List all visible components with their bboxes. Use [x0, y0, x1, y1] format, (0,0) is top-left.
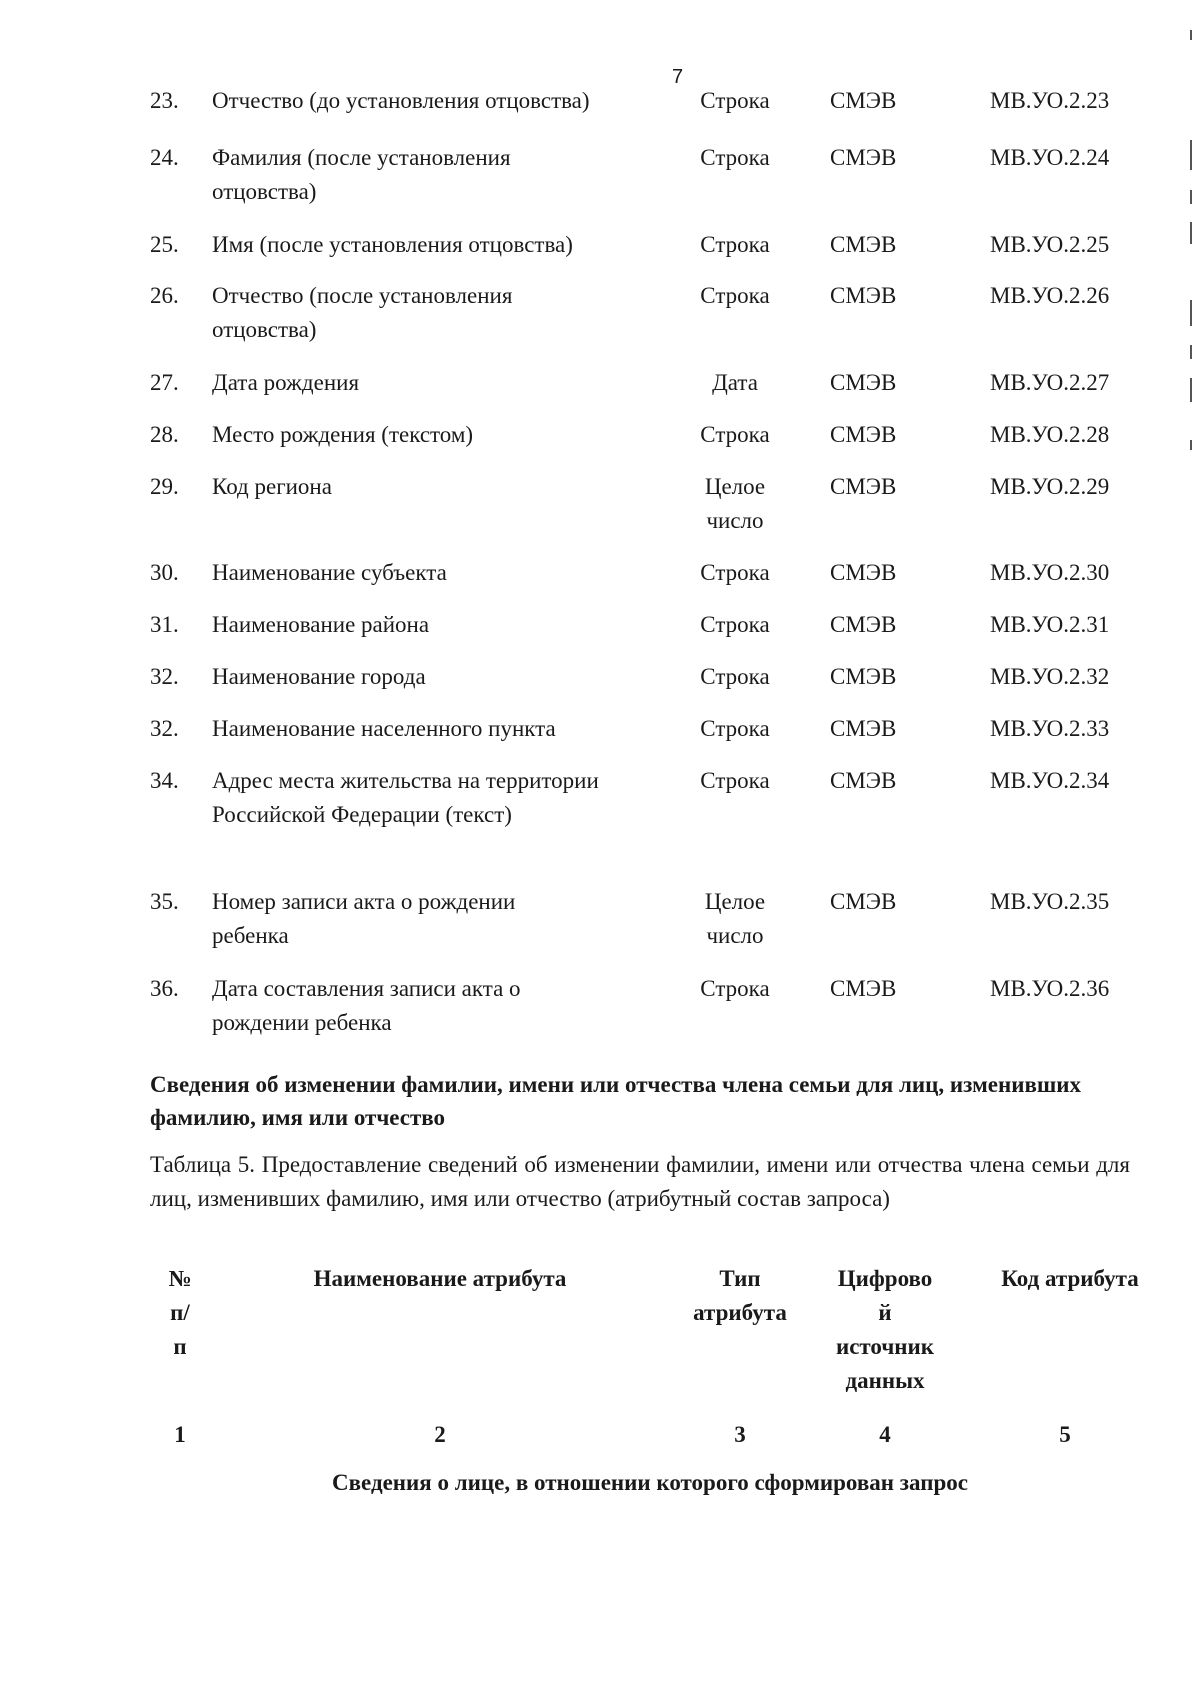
row-number: 24.: [150, 145, 179, 170]
attribute-name: Отчество (до установления отцовства): [212, 88, 590, 113]
data-source: СМЭВ: [830, 889, 897, 914]
header-text: атрибута: [693, 1300, 787, 1325]
data-source: СМЭВ: [830, 422, 897, 447]
attribute-code: МВ.УО.2.36: [990, 976, 1110, 1001]
attribute-code: МВ.УО.2.26: [990, 283, 1110, 308]
attribute-name: Код региона: [212, 474, 332, 499]
data-source: СМЭВ: [830, 232, 897, 257]
attribute-type: Дата: [712, 370, 758, 395]
header-text: данных: [845, 1368, 925, 1393]
attribute-type: Целое число: [704, 889, 766, 948]
table-subheading: Сведения о лице, в отношении которого сформирован запрос: [332, 1470, 968, 1495]
attribute-type: Строка: [700, 560, 770, 585]
attribute-name: Адрес места жительства на территории Российской Федерации (текст): [212, 768, 599, 827]
table-caption: Таблица 5. Предоставление сведений об изменении фамилии, имени или отчества члена семьи для лиц, изменивших фамилию, имя или отчество (атрибутный состав запроса): [150, 1152, 1130, 1211]
attribute-name: Номер записи акта о рождении ребенка: [212, 889, 516, 948]
scan-margin-mark: [1190, 30, 1192, 40]
row-number: 29.: [150, 474, 179, 499]
column-number: 3: [734, 1422, 746, 1447]
attribute-code: МВ.УО.2.24: [990, 145, 1110, 170]
attribute-type: Строка: [700, 768, 770, 793]
attribute-name: Наименование населенного пункта: [212, 716, 556, 741]
attribute-name: Наименование субъекта: [212, 560, 447, 585]
column-number: 2: [434, 1422, 446, 1447]
data-source: СМЭВ: [830, 370, 897, 395]
attribute-code: МВ.УО.2.34: [990, 768, 1110, 793]
attribute-type: Строка: [700, 283, 770, 308]
header-attribute-name: [260, 1262, 620, 1296]
attribute-code: МВ.УО.2.27: [990, 370, 1110, 395]
page-number: 7: [672, 66, 684, 88]
attribute-name: Наименование города: [212, 664, 426, 689]
scan-margin-mark: [1190, 300, 1192, 326]
column-number: 4: [879, 1422, 891, 1447]
attribute-code: МВ.УО.2.29: [990, 474, 1110, 499]
data-source: СМЭВ: [830, 716, 897, 741]
attribute-name: Дата составления записи акта о рождении ребенка: [212, 976, 521, 1035]
header-attribute-code: [985, 1262, 1155, 1296]
scan-margin-mark: [1190, 345, 1192, 359]
data-source: СМЭВ: [830, 976, 897, 1001]
attribute-code: МВ.УО.2.31: [990, 612, 1110, 637]
row-number: 27.: [150, 370, 179, 395]
header-attribute-type: [675, 1262, 805, 1330]
row-number: 25.: [150, 232, 179, 257]
scan-margin-mark: [1190, 378, 1192, 402]
row-number: 35.: [150, 889, 179, 914]
data-source: СМЭВ: [830, 88, 897, 113]
attribute-name: Отчество (после установления отцовства): [212, 283, 513, 342]
attribute-type: Целое число: [704, 474, 766, 533]
attribute-type: Строка: [700, 232, 770, 257]
header-text: п: [173, 1334, 187, 1359]
attribute-code: МВ.УО.2.33: [990, 716, 1110, 741]
row-number: 32.: [150, 716, 179, 741]
header-text: №: [168, 1266, 192, 1291]
header-text: п/: [170, 1300, 190, 1325]
header-number: [160, 1262, 200, 1364]
header-text: Тип: [719, 1266, 761, 1291]
attribute-code: МВ.УО.2.28: [990, 422, 1110, 447]
header-text: Код атрибута: [1001, 1266, 1139, 1291]
row-number: 36.: [150, 976, 179, 1001]
attribute-type: Строка: [700, 664, 770, 689]
row-number: 23.: [150, 88, 179, 113]
column-number: 1: [174, 1422, 186, 1447]
attribute-type: Строка: [700, 422, 770, 447]
row-number: 28.: [150, 422, 179, 447]
attribute-code: МВ.УО.2.25: [990, 232, 1110, 257]
attribute-code: МВ.УО.2.23: [990, 88, 1110, 113]
data-source: СМЭВ: [830, 768, 897, 793]
attribute-name: Наименование района: [212, 612, 430, 637]
row-number: 32.: [150, 664, 179, 689]
attribute-type: Строка: [700, 88, 770, 113]
row-number: 31.: [150, 612, 179, 637]
attribute-type: Строка: [700, 145, 770, 170]
data-source: СМЭВ: [830, 283, 897, 308]
header-data-source: [815, 1262, 955, 1398]
scan-margin-mark: [1190, 190, 1192, 204]
attribute-name: Имя (после установления отцовства): [212, 232, 573, 257]
data-source: СМЭВ: [830, 474, 897, 499]
attribute-name: Место рождения (текстом): [212, 422, 474, 447]
attribute-code: МВ.УО.2.30: [990, 560, 1110, 585]
attribute-type: Строка: [700, 716, 770, 741]
data-source: СМЭВ: [830, 664, 897, 689]
header-text: Наименование атрибута: [313, 1266, 567, 1291]
attribute-type: Строка: [700, 976, 770, 1001]
data-source: СМЭВ: [830, 612, 897, 637]
header-text: й: [878, 1300, 892, 1325]
attribute-code: МВ.УО.2.35: [990, 889, 1110, 914]
row-number: 26.: [150, 283, 179, 308]
data-source: СМЭВ: [830, 560, 897, 585]
data-source: СМЭВ: [830, 145, 897, 170]
attribute-code: МВ.УО.2.32: [990, 664, 1110, 689]
section-heading: Сведения об изменении фамилии, имени или отчества члена семьи для лиц, изменивших фамилию, имя или отчество: [150, 1072, 1082, 1130]
header-text: источник: [835, 1334, 935, 1359]
scan-margin-mark: [1190, 440, 1192, 450]
scan-margin-mark: [1190, 140, 1192, 170]
header-text: Цифрово: [837, 1266, 933, 1291]
row-number: 30.: [150, 560, 179, 585]
scan-margin-mark: [1190, 222, 1192, 244]
row-number: 34.: [150, 768, 179, 793]
column-number: 5: [1059, 1422, 1071, 1447]
attribute-name: Дата рождения: [212, 370, 360, 395]
attribute-type: Строка: [700, 612, 770, 637]
attribute-name: Фамилия (после установления отцовства): [212, 145, 511, 204]
